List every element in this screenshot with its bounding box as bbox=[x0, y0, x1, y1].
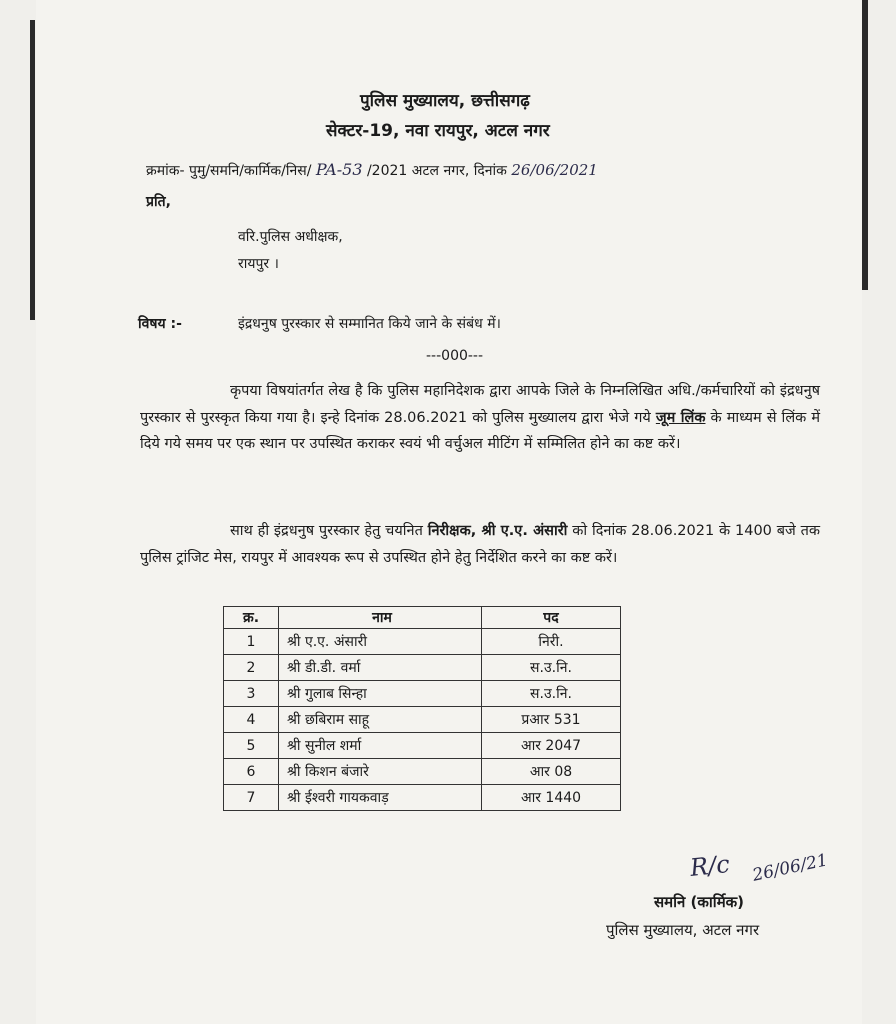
table-row bbox=[224, 655, 621, 681]
table-row bbox=[224, 629, 621, 655]
para2-text-b: को दिनांक 28.06.2021 के 1400 बजे तक पुलिस ट्रांजिट मेस, रायपुर में आवश्यक रूप से उपस्थित होने हेतु निर्देशित करने का कष्ट करें। bbox=[140, 523, 820, 566]
separator: ---000--- bbox=[426, 348, 484, 364]
reference-prefix: क्रमांक- पुमु/समनि/कार्मिक/निस/ bbox=[146, 163, 312, 179]
post-cell: आर 2047 bbox=[482, 733, 621, 759]
zoom-link-text: जूम लिंक bbox=[655, 409, 706, 426]
table-header-row bbox=[224, 607, 621, 629]
column-header-name: नाम bbox=[279, 607, 482, 629]
serial-cell: 5 bbox=[224, 733, 279, 759]
office-title: पुलिस मुख्यालय, छत्तीसगढ़ bbox=[360, 91, 530, 111]
column-header-serial: क्र. bbox=[224, 607, 279, 629]
post-cell: स.उ.नि. bbox=[482, 681, 621, 707]
serial-cell: 4 bbox=[224, 707, 279, 733]
signature-date: 26/06/21 bbox=[750, 850, 830, 886]
post-cell: स.उ.नि. bbox=[482, 655, 621, 681]
table-row bbox=[224, 785, 621, 811]
post-cell: निरी. bbox=[482, 629, 621, 655]
award-recipients-table bbox=[223, 606, 621, 811]
subject-text: इंद्रधनुष पुरस्कार से सम्मानित किये जाने के संबंध में। bbox=[238, 316, 501, 332]
serial-cell: 6 bbox=[224, 759, 279, 785]
name-cell: श्री गुलाब सिन्हा bbox=[279, 681, 482, 707]
name-cell: श्री ईश्वरी गायकवाड़ bbox=[279, 785, 482, 811]
reference-handwritten-number: PA-53 bbox=[315, 160, 363, 179]
addressee-designation: वरि.पुलिस अधीक्षक, bbox=[238, 229, 343, 245]
name-cell: श्री किशन बंजारे bbox=[279, 759, 482, 785]
serial-cell: 7 bbox=[224, 785, 279, 811]
subject-label: विषय :- bbox=[138, 316, 182, 332]
post-cell: प्रआर 531 bbox=[482, 707, 621, 733]
to-label: प्रति, bbox=[146, 194, 171, 210]
name-cell: श्री छबिराम साहू bbox=[279, 707, 482, 733]
serial-cell: 2 bbox=[224, 655, 279, 681]
column-header-post: पद bbox=[482, 607, 621, 629]
scan-right-edge bbox=[862, 0, 896, 1024]
post-cell: आर 08 bbox=[482, 759, 621, 785]
serial-cell: 1 bbox=[224, 629, 279, 655]
post-cell: आर 1440 bbox=[482, 785, 621, 811]
table-row bbox=[224, 681, 621, 707]
scan-left-edge bbox=[0, 0, 38, 1024]
name-cell: श्री ए.ए. अंसारी bbox=[279, 629, 482, 655]
serial-cell: 3 bbox=[224, 681, 279, 707]
table-row bbox=[224, 759, 621, 785]
para1-text-b: के माध्यम से लिंक में दिये गये समय पर एक स्थान पर उपस्थित कराकर स्वयं भी वर्चुअल मीटिंग में सम्मिलित होने का कष्ट करें। bbox=[140, 409, 820, 452]
reference-line bbox=[146, 160, 598, 180]
para2-text-a: साथ ही इंद्रधनुष पुरस्कार हेतु चयनित bbox=[230, 523, 423, 539]
table-row bbox=[224, 733, 621, 759]
body-paragraph-1 bbox=[140, 378, 820, 458]
name-cell: श्री डी.डी. वर्मा bbox=[279, 655, 482, 681]
reference-suffix: /2021 अटल नगर, दिनांक bbox=[366, 163, 507, 179]
para2-bold-name: निरीक्षक, श्री ए.ए. अंसारी bbox=[427, 523, 568, 539]
signature-initials: R/c bbox=[688, 850, 731, 882]
signatory-designation: समनि (कार्मिक) bbox=[654, 893, 745, 911]
document-page bbox=[36, 0, 862, 1024]
para1-text-a: कृपया विषयांतर्गत लेख है कि पुलिस महानिदेशक द्वारा आपके जिले के निम्नलिखित अधि./कर्मचारियों को इंद्रधनुष पुरस्कार से पुरस्कृत किया गया है। इन्हे दिनांक 28.06.2021 को पुलिस मुख्यालय द्वारा भेजे गये bbox=[140, 383, 820, 426]
table-row bbox=[224, 707, 621, 733]
signatory-office: पुलिस मुख्यालय, अटल नगर bbox=[606, 921, 760, 939]
name-cell: श्री सुनील शर्मा bbox=[279, 733, 482, 759]
office-address: सेक्टर-19, नवा रायपुर, अटल नगर bbox=[326, 121, 550, 141]
reference-date: 26/06/2021 bbox=[511, 161, 598, 179]
addressee-city: रायपुर । bbox=[238, 256, 279, 272]
body-paragraph-2 bbox=[140, 518, 820, 571]
